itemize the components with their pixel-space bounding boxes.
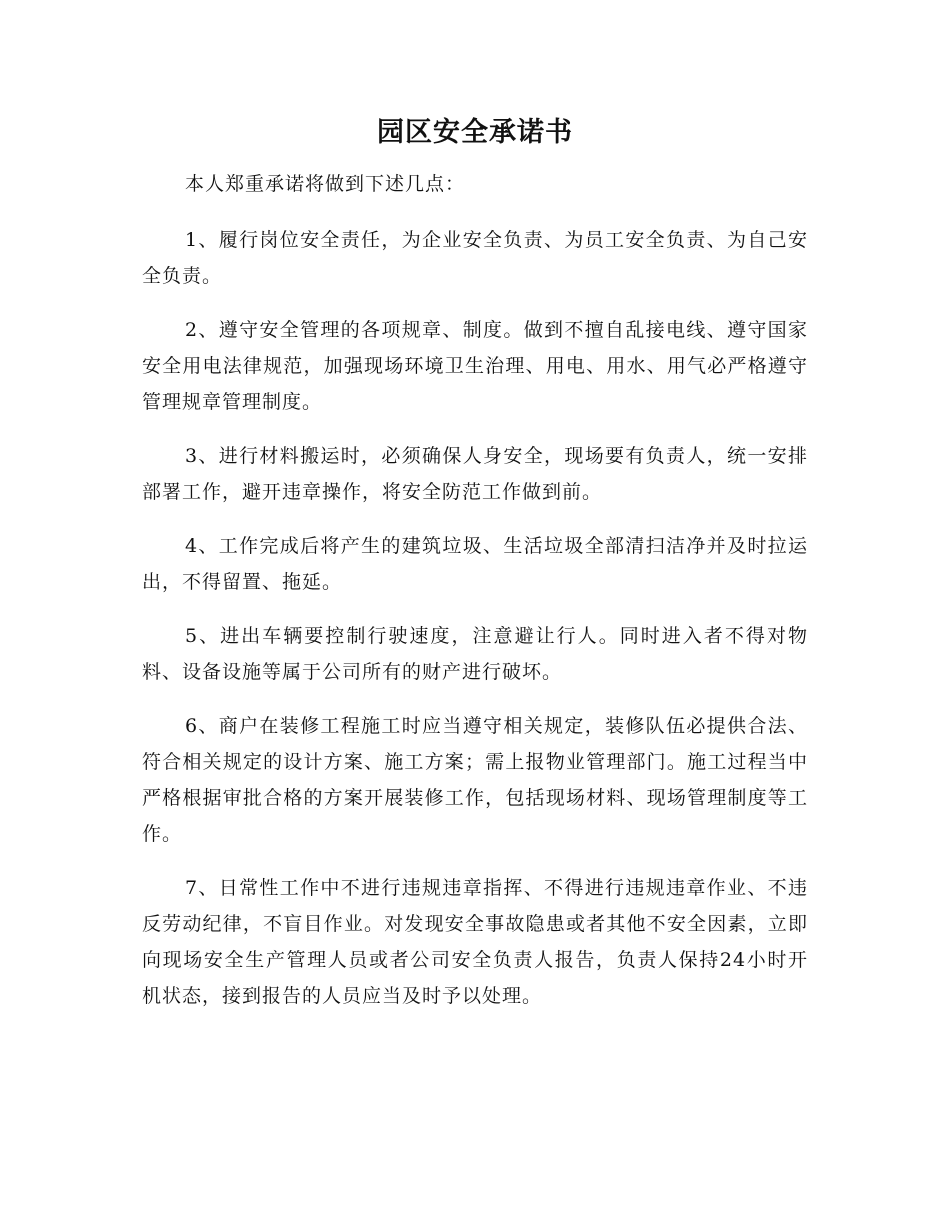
commitment-item-7: 7、日常性工作中不进行违规违章指挥、不得进行违规违章作业、不违反劳动纪律，不盲目作业。对发现安全事故隐患或者其他不安全因素，立即向现场安全生产管理人员或者公司安全负责人报告，负责人保持24小时开机状态，接到报告的人员应当及时予以处理。 bbox=[142, 877, 808, 1007]
document-title: 园区安全承诺书 bbox=[377, 117, 573, 148]
commitment-item-5: 5、进出车辆要控制行驶速度，注意避让行人。同时进入者不得对物料、设备设施等属于公司所有的财产进行破坏。 bbox=[142, 625, 808, 683]
commitment-item-4: 4、工作完成后将产生的建筑垃圾、生活垃圾全部清扫洁净并及时拉运出，不得留置、拖延。 bbox=[142, 535, 808, 593]
commitment-item-2: 2、遵守安全管理的各项规章、制度。做到不擅自乱接电线、遵守国家安全用电法律规范，加强现场环境卫生治理、用电、用水、用气必严格遵守管理规章管理制度。 bbox=[142, 319, 808, 413]
commitment-item-6: 6、商户在装修工程施工时应当遵守相关规定，装修队伍必提供合法、符合相关规定的设计方案、施工方案；需上报物业管理部门。施工过程当中严格根据审批合格的方案开展装修工作，包括现场材料、现场管理制度等工作。 bbox=[142, 715, 808, 845]
intro-paragraph: 本人郑重承诺将做到下述几点： bbox=[185, 173, 466, 195]
document-body bbox=[142, 166, 808, 1032]
commitment-item-1: 1、履行岗位安全责任，为企业安全负责、为员工安全负责、为自己安全负责。 bbox=[142, 229, 808, 287]
commitment-item-3: 3、进行材料搬运时，必须确保人身安全，现场要有负责人，统一安排部署工作，避开违章操作，将安全防范工作做到前。 bbox=[142, 445, 808, 503]
